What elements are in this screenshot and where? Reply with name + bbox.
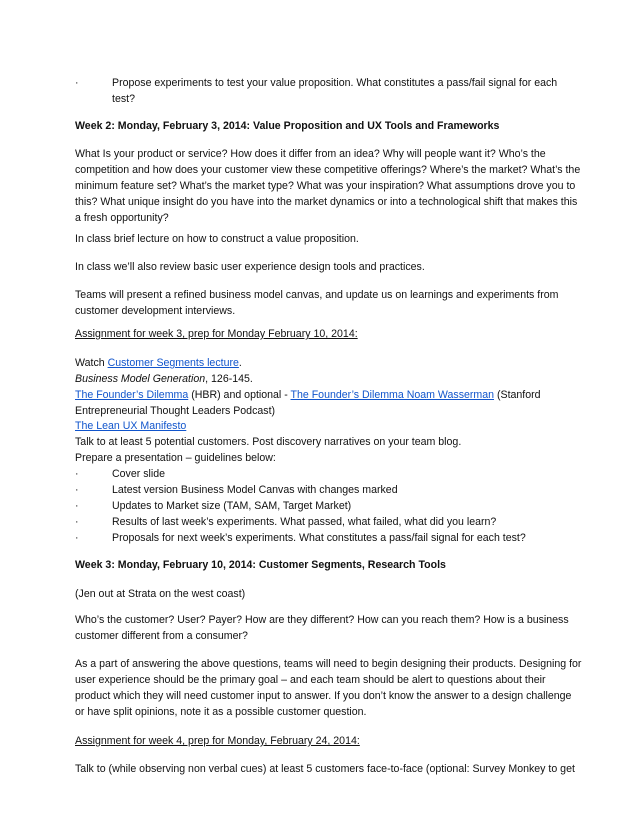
lean-ux-line bbox=[75, 420, 186, 433]
list-item: Updates to Market size (TAM, SAM, Target Market) bbox=[112, 500, 352, 512]
founders-dilemma-link[interactable]: The Founder’s Dilemma bbox=[75, 389, 189, 401]
bullet-text: Propose experiments to test your value proposition. What constitutes a pass/fail signal for each bbox=[112, 77, 558, 89]
assignment4-heading: Assignment for week 4, prep for Monday, February 24, 2014: bbox=[75, 735, 360, 747]
assignment4-talk: Talk to (while observing non verbal cues) at least 5 customers face-to-face (optional: Survey Monkey to get bbox=[75, 763, 575, 775]
founders-line2: Entrepreneurial Thought Leaders Podcast) bbox=[75, 405, 276, 417]
list-item: Proposals for next week’s experiments. What constitutes a pass/fail signal for each test? bbox=[112, 532, 526, 544]
talk-line: Talk to at least 5 potential customers. Post discovery narratives on your team blog. bbox=[75, 436, 462, 448]
week2-para1-line: this? What unique insight do you have into the market dynamics or into a technological shift that makes this bbox=[75, 196, 578, 208]
customer-segments-lecture-link[interactable]: Customer Segments lecture bbox=[107, 357, 239, 369]
week2-para4-line: Teams will present a refined business model canvas, and update us on learnings and experiments from bbox=[75, 289, 559, 301]
week3-para1-line: Who’s the customer? User? Payer? How are they different? How can you reach them? How is a business bbox=[75, 614, 569, 626]
week2-para3: In class we’ll also review basic user experience design tools and practices. bbox=[75, 261, 425, 273]
week2-para1-line: What Is your product or service? How does it differ from an idea? Why will people want it? Who’s the bbox=[75, 148, 546, 160]
prepare-line: Prepare a presentation – guidelines below: bbox=[75, 452, 276, 464]
bullet-text-continued: test? bbox=[112, 93, 135, 105]
list-item: Results of last week’s experiments. What passed, what failed, what did you learn? bbox=[112, 516, 497, 528]
founders-mid: (HBR) and optional - bbox=[188, 389, 291, 401]
week2-para2: In class brief lecture on how to construct a value proposition. bbox=[75, 233, 359, 245]
list-bullet-dot: · bbox=[75, 484, 79, 496]
book-title: Business Model Generation bbox=[75, 373, 206, 385]
week3-para2-line: user experience should be the primary goal – and each team should be alert to questions about their bbox=[75, 674, 546, 686]
founders-suffix: (Stanford bbox=[494, 389, 541, 401]
week3-para2-line: product which they will need customer input to answer. If you don’t know the answer to a design challenge bbox=[75, 690, 572, 702]
week2-heading: Week 2: Monday, February 3, 2014: Value Proposition and UX Tools and Frameworks bbox=[75, 120, 500, 132]
founders-line bbox=[75, 389, 541, 402]
list-bullet-dot: · bbox=[75, 532, 79, 544]
list-item: Latest version Business Model Canvas with changes marked bbox=[112, 484, 398, 496]
week3-para2-line: As a part of answering the above questions, teams will need to begin designing their products. Designing for bbox=[75, 658, 582, 670]
lean-ux-manifesto-link[interactable]: The Lean UX Manifesto bbox=[75, 420, 187, 432]
list-item: Cover slide bbox=[112, 468, 165, 480]
bullet-dot: · bbox=[75, 77, 79, 89]
list-bullet-dot: · bbox=[75, 468, 79, 480]
book-pages: , 126-145. bbox=[205, 373, 253, 385]
week2-para1-line: minimum feature set? What’s the market type? What was your inspiration? What assumptions drove you to bbox=[75, 180, 576, 192]
week3-para2-line: or have split opinions, note it as a possible customer question. bbox=[75, 706, 367, 718]
book-line bbox=[75, 373, 253, 386]
week2-para1-line: a fresh opportunity? bbox=[75, 212, 169, 224]
week2-para1-line: competition and how does your customer view these competitive offerings? Where’s the market? What’s the bbox=[75, 164, 581, 176]
week3-note: (Jen out at Strata on the west coast) bbox=[75, 588, 246, 600]
watch-line bbox=[75, 357, 242, 370]
list-bullet-dot: · bbox=[75, 516, 79, 528]
assignment3-heading: Assignment for week 3, prep for Monday February 10, 2014: bbox=[75, 328, 358, 340]
watch-prefix: Watch bbox=[75, 357, 108, 369]
week3-para1-line: customer different from a consumer? bbox=[75, 630, 248, 642]
week3-heading: Week 3: Monday, February 10, 2014: Customer Segments, Research Tools bbox=[75, 559, 446, 571]
watch-suffix: . bbox=[238, 357, 242, 369]
list-bullet-dot: · bbox=[75, 500, 79, 512]
wasserman-podcast-link[interactable]: The Founder’s Dilemma Noam Wasserman bbox=[290, 389, 495, 401]
week2-para4-line: customer development interviews. bbox=[75, 305, 236, 317]
